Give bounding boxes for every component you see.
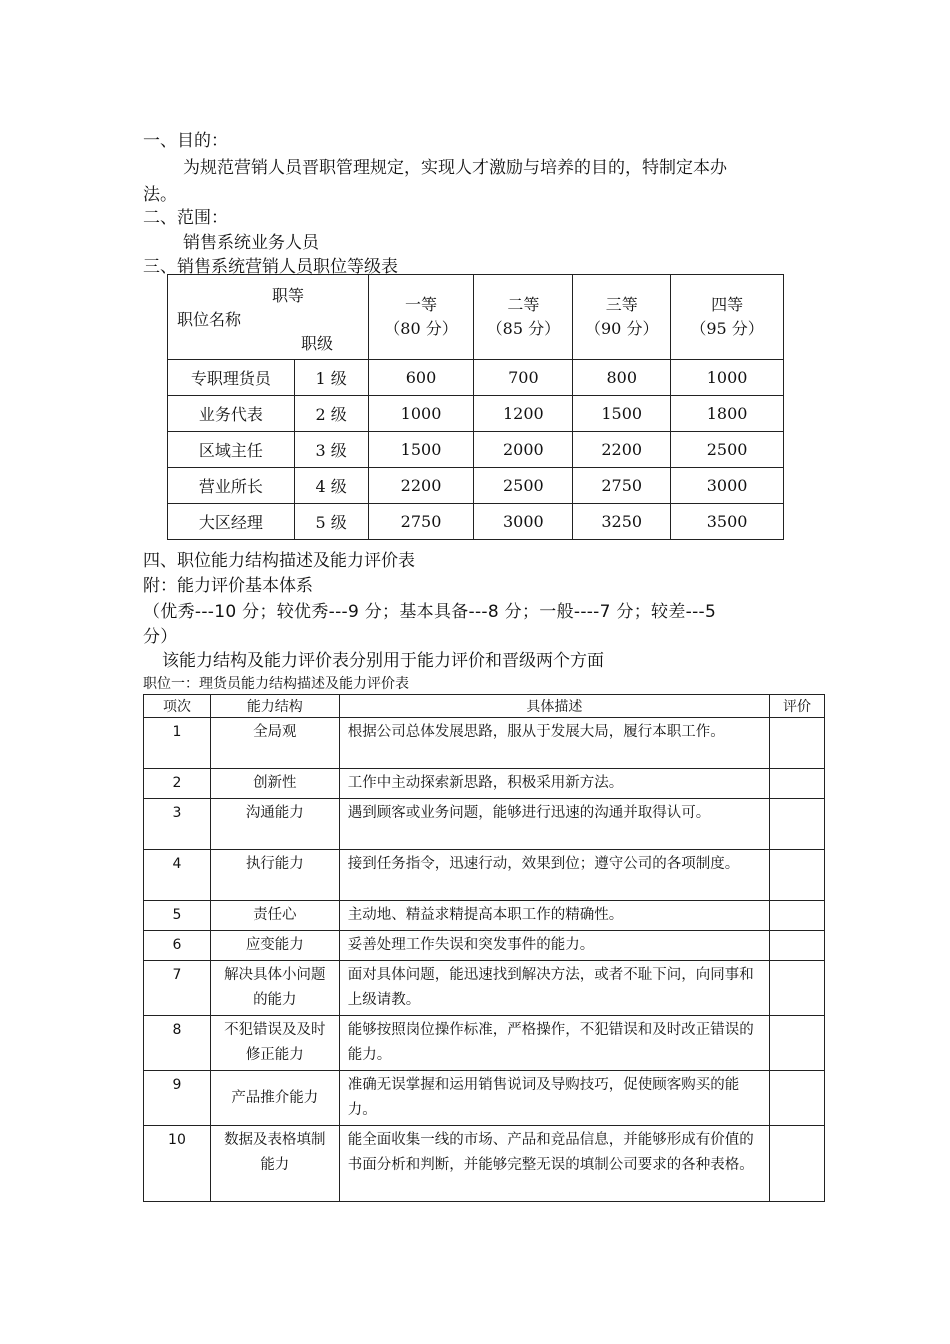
usage-note: 该能力结构及能力评价表分别用于能力评价和晋级两个方面 [162, 651, 604, 671]
ability-table [143, 694, 825, 1202]
row-structure: 执行能力 [210, 850, 339, 901]
row-structure: 创新性 [210, 769, 339, 799]
ability-table-header-row [144, 695, 825, 718]
corner-bottom-label: 职级 [301, 334, 334, 353]
table-row [144, 931, 825, 961]
appendix-title: 附：能力评价基本体系 [143, 576, 313, 596]
salary-cell: 700 [474, 360, 573, 396]
salary-cell: 2750 [573, 468, 671, 504]
row-structure: 不犯错误及及时修正能力 [210, 1016, 339, 1071]
position-title: 业务代表 [168, 396, 295, 432]
grade-column-4 [671, 275, 784, 360]
rating-cell[interactable] [770, 850, 825, 901]
table-row [168, 396, 784, 432]
header-index: 项次 [144, 695, 211, 718]
grade-name: 一等 [405, 295, 438, 314]
salary-cell: 1500 [573, 396, 671, 432]
salary-cell: 2200 [368, 468, 474, 504]
rating-cell[interactable] [770, 718, 825, 769]
salary-cell: 2000 [474, 432, 573, 468]
row-description: 主动地、精益求精提高本职工作的精确性。 [339, 901, 769, 931]
grade-table-header-row [168, 275, 784, 360]
position-1-title: 职位一：理货员能力结构描述及能力评价表 [143, 676, 409, 692]
rating-cell[interactable] [770, 1071, 825, 1126]
position-title: 专职理货员 [168, 360, 295, 396]
table-row [168, 468, 784, 504]
table-row [168, 504, 784, 540]
row-structure: 全局观 [210, 718, 339, 769]
table-row [168, 432, 784, 468]
row-index: 2 [144, 769, 211, 799]
table-row [144, 961, 825, 1016]
position-level: 2 级 [294, 396, 368, 432]
position-title: 营业所长 [168, 468, 295, 504]
table-row [144, 1016, 825, 1071]
grade-column-1 [368, 275, 474, 360]
section-1-title: 一、目的： [143, 131, 228, 151]
row-description: 根据公司总体发展思路，服从于发展大局，履行本职工作。 [339, 718, 769, 769]
salary-cell: 3000 [671, 468, 784, 504]
row-index: 3 [144, 799, 211, 850]
row-index: 10 [144, 1126, 211, 1202]
corner-top-label: 职等 [272, 286, 305, 305]
table-row [144, 1126, 825, 1202]
header-structure: 能力结构 [210, 695, 339, 718]
position-title: 区域主任 [168, 432, 295, 468]
rating-cell[interactable] [770, 1126, 825, 1202]
row-index: 8 [144, 1016, 211, 1071]
table-row [144, 901, 825, 931]
section-1-body-line1: 为规范营销人员晋职管理规定，实现人才激励与培养的目的，特制定本办 [183, 158, 727, 178]
position-level: 1 级 [294, 360, 368, 396]
row-description: 妥善处理工作失误和突发事件的能力。 [339, 931, 769, 961]
row-index: 6 [144, 931, 211, 961]
rating-cell[interactable] [770, 961, 825, 1016]
salary-cell: 1500 [368, 432, 474, 468]
salary-cell: 3000 [474, 504, 573, 540]
salary-cell: 800 [573, 360, 671, 396]
table-row [144, 769, 825, 799]
salary-cell: 2500 [474, 468, 573, 504]
salary-cell: 3500 [671, 504, 784, 540]
position-level: 3 级 [294, 432, 368, 468]
salary-cell: 1000 [368, 396, 474, 432]
grade-name: 三等 [605, 295, 638, 314]
row-structure: 解决具体小问题的能力 [210, 961, 339, 1016]
row-index: 4 [144, 850, 211, 901]
table-row [168, 360, 784, 396]
rating-cell[interactable] [770, 931, 825, 961]
salary-cell: 1000 [671, 360, 784, 396]
header-rating: 评价 [770, 695, 825, 718]
rating-cell[interactable] [770, 1016, 825, 1071]
header-description: 具体描述 [339, 695, 769, 718]
grade-score: （85 分） [486, 319, 561, 338]
row-description: 遇到顾客或业务问题，能够进行迅速的沟通并取得认可。 [339, 799, 769, 850]
salary-cell: 2200 [573, 432, 671, 468]
grade-score: （95 分） [690, 319, 764, 338]
grade-score: （90 分） [585, 319, 659, 338]
table-row [144, 1071, 825, 1126]
section-1-body-line2: 法。 [143, 185, 177, 205]
rating-cell[interactable] [770, 901, 825, 931]
table-row [144, 799, 825, 850]
corner-left-label: 职位名称 [177, 310, 242, 329]
section-4-title: 四、职位能力结构描述及能力评价表 [143, 551, 415, 571]
row-structure: 责任心 [210, 901, 339, 931]
section-2-title: 二、范围： [143, 208, 228, 228]
salary-cell: 2500 [671, 432, 784, 468]
salary-cell: 600 [368, 360, 474, 396]
grade-score: （80 分） [384, 319, 458, 338]
section-3-title: 三、销售系统营销人员职位等级表 [143, 257, 398, 277]
rating-cell[interactable] [770, 799, 825, 850]
grade-table [167, 274, 784, 540]
row-description: 接到任务指令，迅速行动，效果到位；遵守公司的各项制度。 [339, 850, 769, 901]
grade-name: 二等 [507, 295, 540, 314]
salary-cell: 3250 [573, 504, 671, 540]
grade-table-corner [168, 275, 369, 360]
table-row [144, 718, 825, 769]
row-description: 能够按照岗位操作标准，严格操作，不犯错误和及时改正错误的能力。 [339, 1016, 769, 1071]
grade-name: 四等 [711, 295, 744, 314]
row-description: 能全面收集一线的市场、产品和竞品信息，并能够形成有价值的书面分析和判断，并能够完整无误的填制公司要求的各种表格。 [339, 1126, 769, 1202]
row-description: 面对具体问题，能迅速找到解决方法，或者不耻下问，向同事和上级请教。 [339, 961, 769, 1016]
row-description: 准确无误掌握和运用销售说词及导购技巧，促使顾客购买的能力。 [339, 1071, 769, 1126]
salary-cell: 2750 [368, 504, 474, 540]
salary-cell: 1800 [671, 396, 784, 432]
grade-column-2 [474, 275, 573, 360]
section-2-body: 销售系统业务人员 [183, 233, 319, 253]
row-structure: 沟通能力 [210, 799, 339, 850]
row-structure: 数据及表格填制能力 [210, 1126, 339, 1202]
row-index: 5 [144, 901, 211, 931]
position-level: 4 级 [294, 468, 368, 504]
row-description: 工作中主动探索新思路，积极采用新方法。 [339, 769, 769, 799]
rating-scale-line1: （优秀---10 分；较优秀---9 分；基本具备---8 分；一般----7 分；较差---5 [143, 602, 717, 622]
grade-column-3 [573, 275, 671, 360]
row-structure: 产品推介能力 [210, 1071, 339, 1126]
position-title: 大区经理 [168, 504, 295, 540]
row-index: 1 [144, 718, 211, 769]
salary-cell: 1200 [474, 396, 573, 432]
rating-scale-line2: 分） [143, 627, 178, 647]
rating-cell[interactable] [770, 769, 825, 799]
row-index: 9 [144, 1071, 211, 1126]
position-level: 5 级 [294, 504, 368, 540]
row-index: 7 [144, 961, 211, 1016]
table-row [144, 850, 825, 901]
row-structure: 应变能力 [210, 931, 339, 961]
